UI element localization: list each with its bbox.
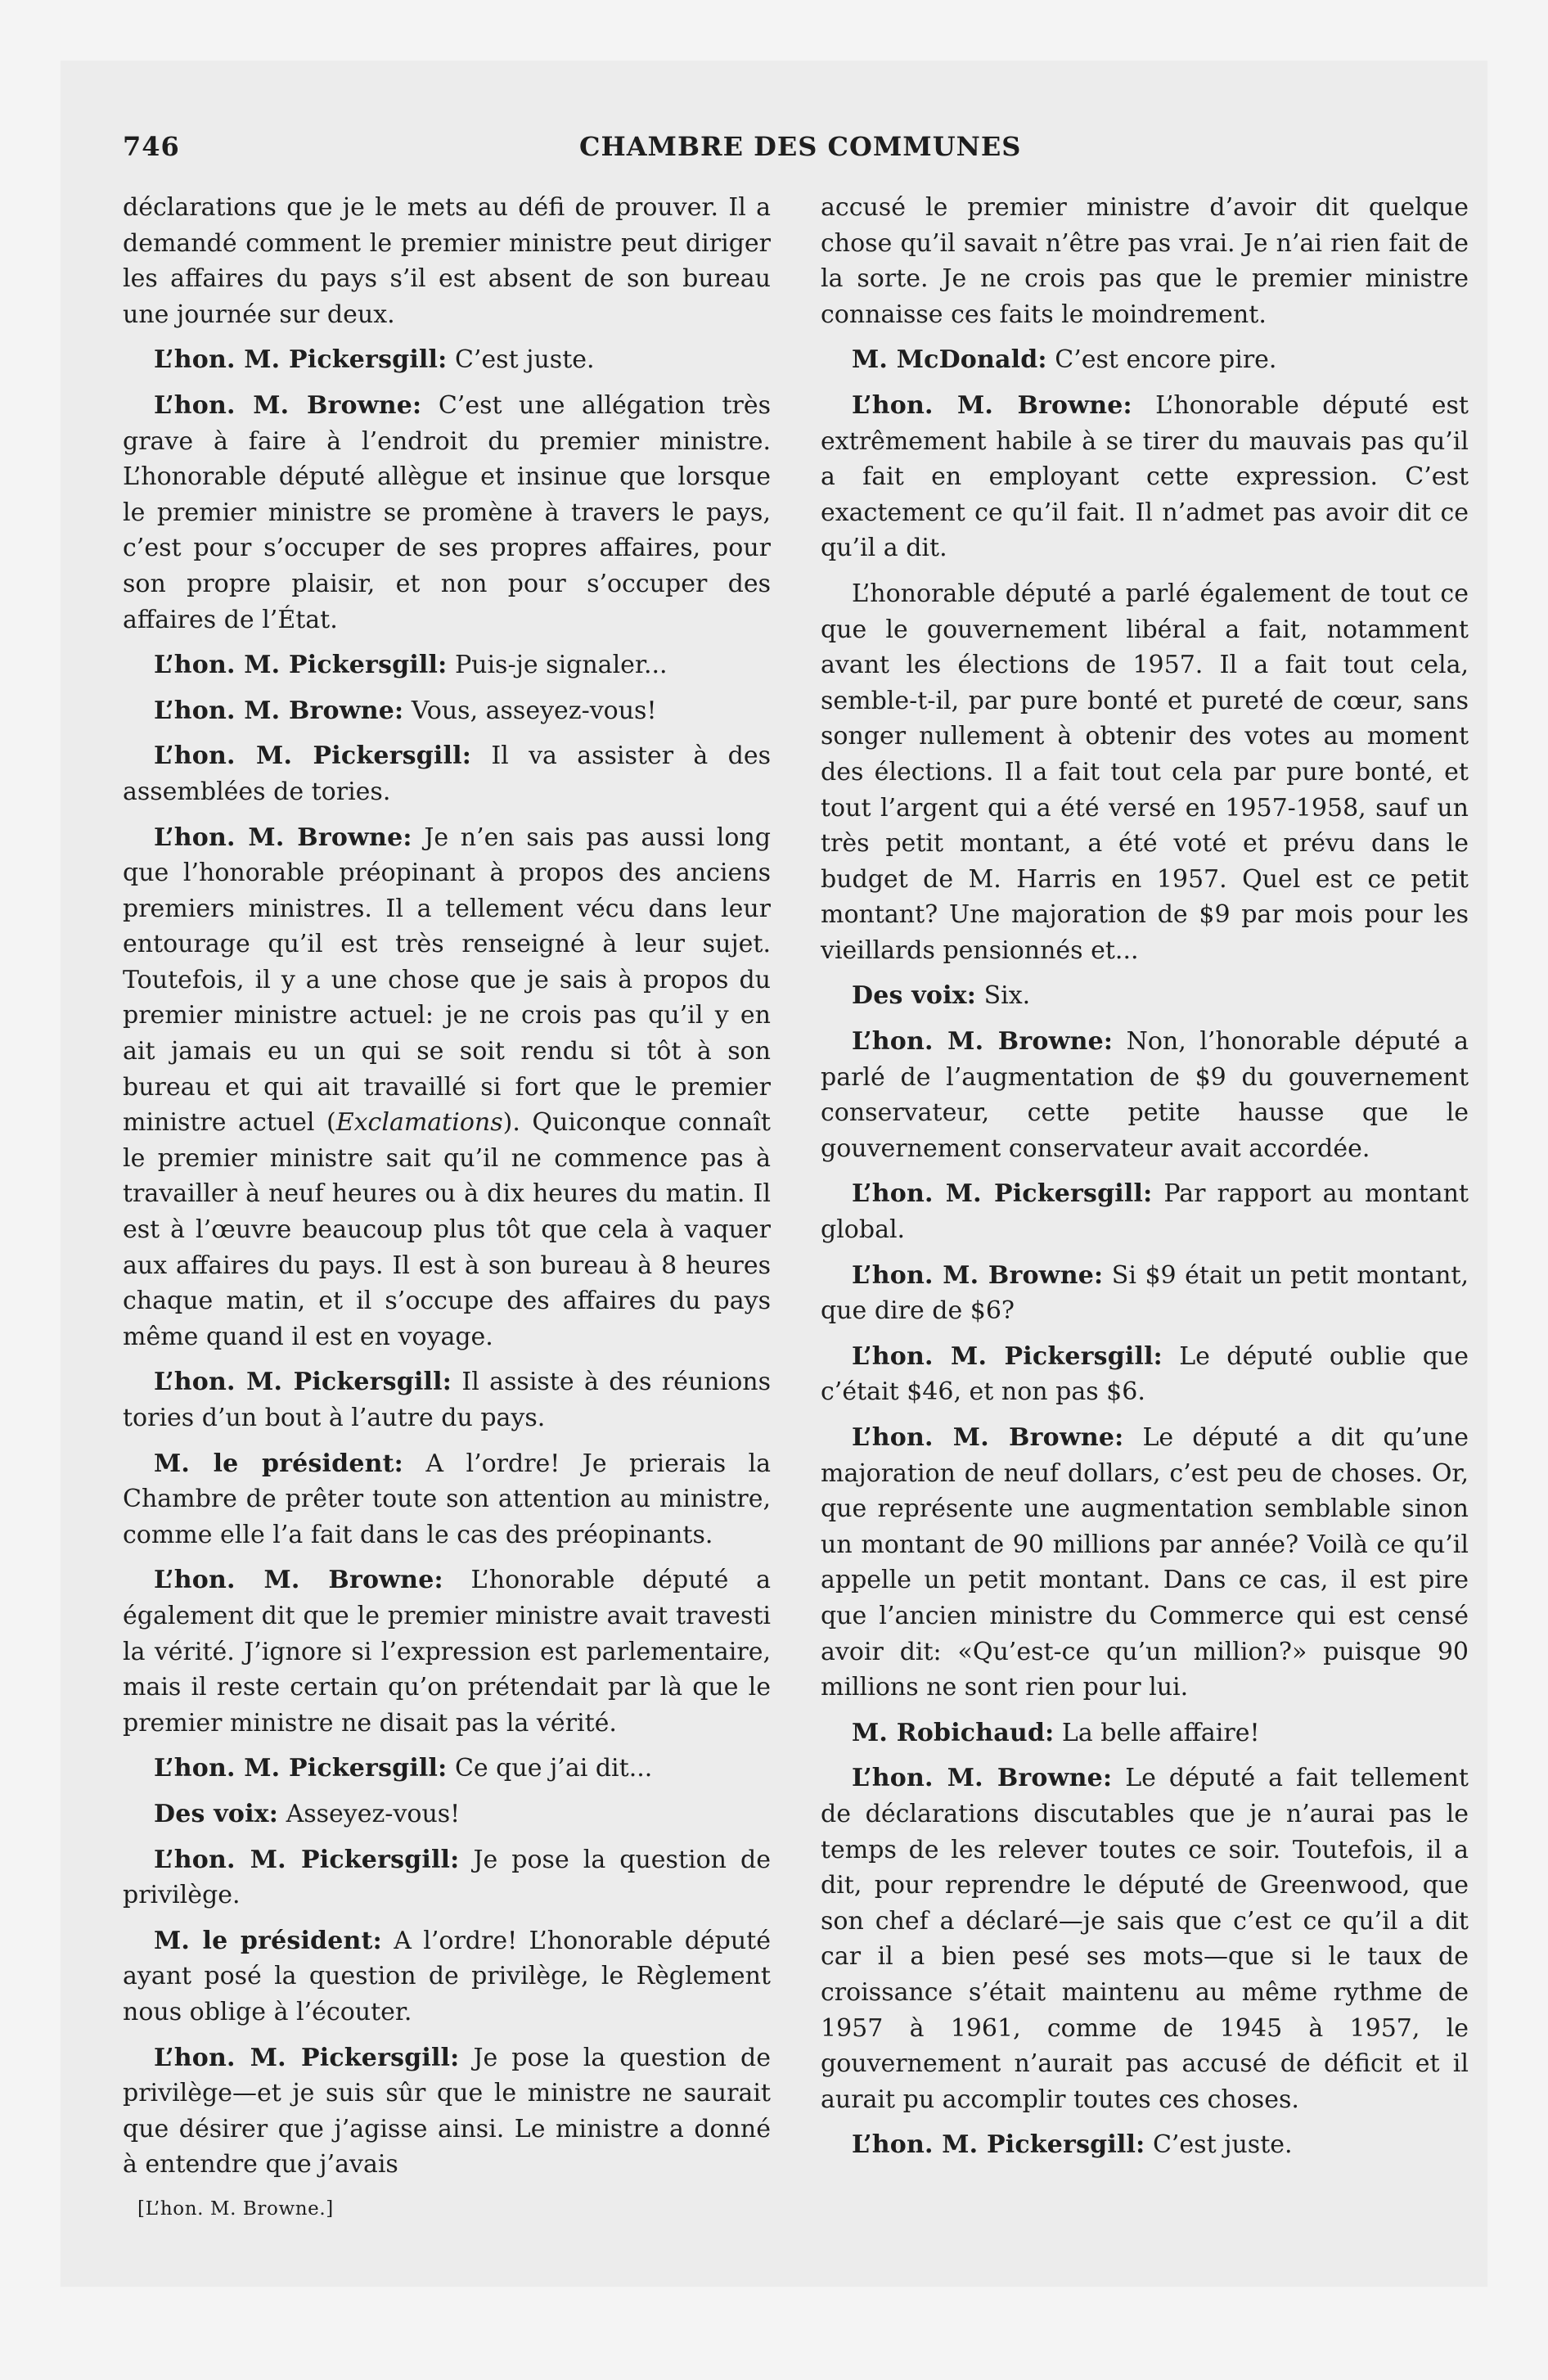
paragraph-text: Ce que j’ai dit... (447, 1754, 653, 1783)
speaker-name: L’hon. M. Pickersgill: (154, 345, 448, 375)
speaker-name: L’hon. M. Pickersgill: (154, 2043, 460, 2072)
paragraph (821, 1176, 1469, 1247)
paragraph-text: C’est une allégation très grave à faire à l’endroit du premier ministre. L’honorable député allègue et insinue que lorsque le premier ministre se promène à travers le pays, c’est pour s’occuper de ses propres affaires, pour son propre plaisir, et non pour s’occuper des affaires de l’État. (123, 390, 771, 634)
speaker-name: M. Robichaud: (852, 1718, 1055, 1747)
paragraph (821, 388, 1469, 566)
left-column (123, 190, 771, 2193)
paragraph-text: ). Quiconque connaît le premier ministre sait qu’il ne commence pas à travailler à neuf heures ou à dix heures du matin. Il est à l’œuvre beaucoup plus tôt que cela à vaquer aux affaires du pays. Il est à son bureau à 8 heures chaque matin, et il s’occupe des affaires du pays même quand il est en voyage. (123, 1108, 771, 1351)
paragraph (123, 342, 771, 378)
speaker-name: L’hon. M. Browne: (154, 390, 422, 420)
paragraph (821, 576, 1469, 969)
paragraph-text: La belle affaire! (1054, 1718, 1260, 1747)
speaker-attribution: [L’hon. M. Browne.] (137, 2198, 334, 2220)
paragraph (821, 1715, 1469, 1751)
paragraph-text: accusé le premier ministre d’avoir dit quelque chose qu’il savait n’être pas vrai. Je n’ai rien fait de la sorte. Je ne crois pas que le premier ministre connaisse ces faits le moindrement. (821, 193, 1469, 329)
paragraph (123, 1364, 771, 1436)
paragraph-text: L’honorable député a également dit que le premier ministre avait travesti la vérité. J’ignore si l’expression est parlementaire, mais il reste certain qu’on prétendait par là que le premier ministre ne disait pas la vérité. (123, 1566, 771, 1738)
page-title: CHAMBRE DES COMMUNES (579, 131, 1022, 162)
speaker-name: L’hon. M. Browne: (154, 823, 412, 852)
paragraph-text: Le député a dit qu’une majoration de neuf dollars, c’est peu de choses. Or, que représente une augmentation semblable sinon un montant de 90 millions par année? Voilà ce qu’il appelle un petit montant. Dans ce cas, il est pire que l’ancien ministre du Commerce qui est censé avoir dit: «Qu’est-ce qu’un million?» puisque 90 millions ne sont rien pour lui. (821, 1423, 1469, 1702)
right-column (821, 190, 1469, 2173)
paragraph (821, 190, 1469, 332)
speaker-name: L’hon. M. Pickersgill: (852, 2130, 1145, 2160)
paragraph-text: Par rapport au montant global. (821, 1179, 1469, 1245)
speaker-name: L’hon. M. Browne: (852, 1260, 1104, 1290)
paragraph-text: Je n’en sais pas aussi long que l’honorable préopinant à propos des anciens premiers ministres. Il a tellement vécu dans leur entourage qu’il est très renseigné à leur sujet. Toutefois, il y a une chose que je sais à propos du premier ministre actuel: je ne crois pas qu’il y en ait jamais eu un qui se soit rendu si tôt à son bureau et qui ait travaillé si fort que le premier ministre actuel ( (123, 823, 771, 1138)
speaker-name: L’hon. M. Browne: (154, 696, 404, 725)
paragraph-text: Vous, asseyez-vous! (403, 696, 657, 725)
paragraph (123, 1923, 771, 2031)
speaker-name: M. le président: (154, 1926, 382, 1955)
paragraph (821, 2127, 1469, 2163)
paragraph (123, 190, 771, 332)
speaker-name: L’hon. M. Pickersgill: (154, 1368, 452, 1397)
paragraph (123, 820, 771, 1355)
paragraph (821, 1760, 1469, 2117)
paragraph (821, 1339, 1469, 1410)
paragraph (821, 1258, 1469, 1329)
paragraph-text: Je pose la question de privilège—et je suis sûr que le ministre ne saurait que désirer que j’agisse ainsi. Le ministre a donné à entendre que j’avais (123, 2043, 771, 2179)
speaker-name: L’hon. M. Pickersgill: (852, 1179, 1153, 1209)
paragraph-text: Six. (976, 981, 1031, 1011)
paragraph-text: Si $9 était un petit montant, que dire de $6? (821, 1260, 1469, 1326)
paragraph-text: L’honorable député a parlé également de tout ce que le gouvernement libéral a fait, notamment avant les élections de 1957. Il a fait tout cela, semble-t-il, par pure bonté et pureté de cœur, sans songer nullement à obtenir des votes au moment des élections. Il a fait tout cela par pure bonté, et tout l’argent qui a été versé en 1957-1958, sauf un très petit montant, a été voté et prévu dans le budget de M. Harris en 1957. Quel est ce petit montant? Une majoration de $9 par mois pour les vieillards pensionnés et... (821, 579, 1469, 965)
paragraph-text: Asseyez-vous! (278, 1799, 461, 1828)
speaker-name: L’hon. M. Pickersgill: (154, 1754, 448, 1783)
paragraph (123, 1562, 771, 1741)
paragraph-text: déclarations que je le mets au défi de prouver. Il a demandé comment le premier ministre peut diriger les affaires du pays s’il est absent de son bureau une journée sur deux. (123, 193, 771, 329)
paragraph (821, 1420, 1469, 1706)
paragraph (123, 1446, 771, 1553)
speaker-name: L’hon. M. Pickersgill: (154, 651, 448, 680)
speaker-name: M. McDonald: (852, 345, 1047, 375)
paragraph (123, 388, 771, 638)
paragraph (821, 342, 1469, 378)
paragraph (821, 1024, 1469, 1166)
paragraph (123, 693, 771, 729)
speaker-name: L’hon. M. Browne: (852, 1423, 1124, 1452)
paragraph (123, 2040, 771, 2183)
speaker-name: L’hon. M. Browne: (852, 1027, 1114, 1057)
paragraph-text: Le député oublie que c’était $46, et non pas $6. (821, 1341, 1469, 1407)
speaker-name: L’hon. M. Browne: (852, 1764, 1113, 1793)
paragraph-text: C’est juste. (1145, 2130, 1293, 2160)
paragraph-text: Il va assister à des assemblées de tories. (123, 741, 771, 806)
paragraph-text: Le député a fait tellement de déclarations discutables que je n’aurai pas le temps de les relever toutes ce soir. Toutefois, il a dit, pour reprendre le député de Greenwood, que son chef a déclaré—je sais que c’est ce qu’il a dit car il a bien pesé ses mots—que si le taux de croissance s’était maintenu au même rythme de 1957 à 1961, comme de 1945 à 1957, le gouvernement n’aurait pas accusé de déficit et il aurait pu accomplir toutes ces choses. (821, 1764, 1469, 2114)
paragraph (123, 647, 771, 683)
paragraph-text: L’honorable député est extrêmement habile à se tirer du mauvais pas qu’il a fait en employant cette expression. C’est exactement ce qu’il fait. Il n’admet pas avoir dit ce qu’il a dit. (821, 390, 1469, 563)
speaker-name: L’hon. M. Browne: (852, 390, 1132, 420)
paragraph-text: A l’ordre! Je prierais la Chambre de prêter toute son attention au ministre, comme elle l’a fait dans le cas des préopinants. (123, 1449, 772, 1549)
paragraph-text: C’est juste. (447, 345, 595, 375)
speaker-name: L’hon. M. Pickersgill: (154, 1845, 460, 1874)
paragraph-text: Il assiste à des réunions tories d’un bout à l’autre du pays. (123, 1368, 771, 1432)
paragraph (123, 738, 771, 809)
paragraph-text: Puis-je signaler... (447, 651, 668, 680)
paragraph-text: Non, l’honorable député a parlé de l’augmentation de $9 du gouvernement conservateur, cette petite hausse que le gouvernement conservateur avait accordée. (821, 1027, 1469, 1163)
speaker-name: Des voix: (154, 1799, 279, 1828)
speaker-name: Des voix: (852, 981, 977, 1011)
paragraph-text: Je pose la question de privilège. (123, 1845, 771, 1910)
paragraph-text: A l’ordre! L’honorable député ayant posé la question de privilège, le Règlement nous oblige à l’écouter. (123, 1926, 771, 2026)
paragraph (123, 1842, 771, 1913)
paragraph-text: C’est encore pire. (1046, 345, 1277, 375)
paragraph (821, 978, 1469, 1014)
speaker-name: L’hon. M. Pickersgill: (154, 741, 471, 771)
speaker-name: L’hon. M. Browne: (154, 1566, 443, 1595)
paragraph (123, 1751, 771, 1787)
paragraph (123, 1796, 771, 1832)
speaker-name: M. le président: (154, 1449, 403, 1478)
page-number: 746 (123, 131, 180, 162)
speaker-name: L’hon. M. Pickersgill: (852, 1341, 1163, 1371)
emphasis-text: Exclamations (335, 1108, 503, 1138)
